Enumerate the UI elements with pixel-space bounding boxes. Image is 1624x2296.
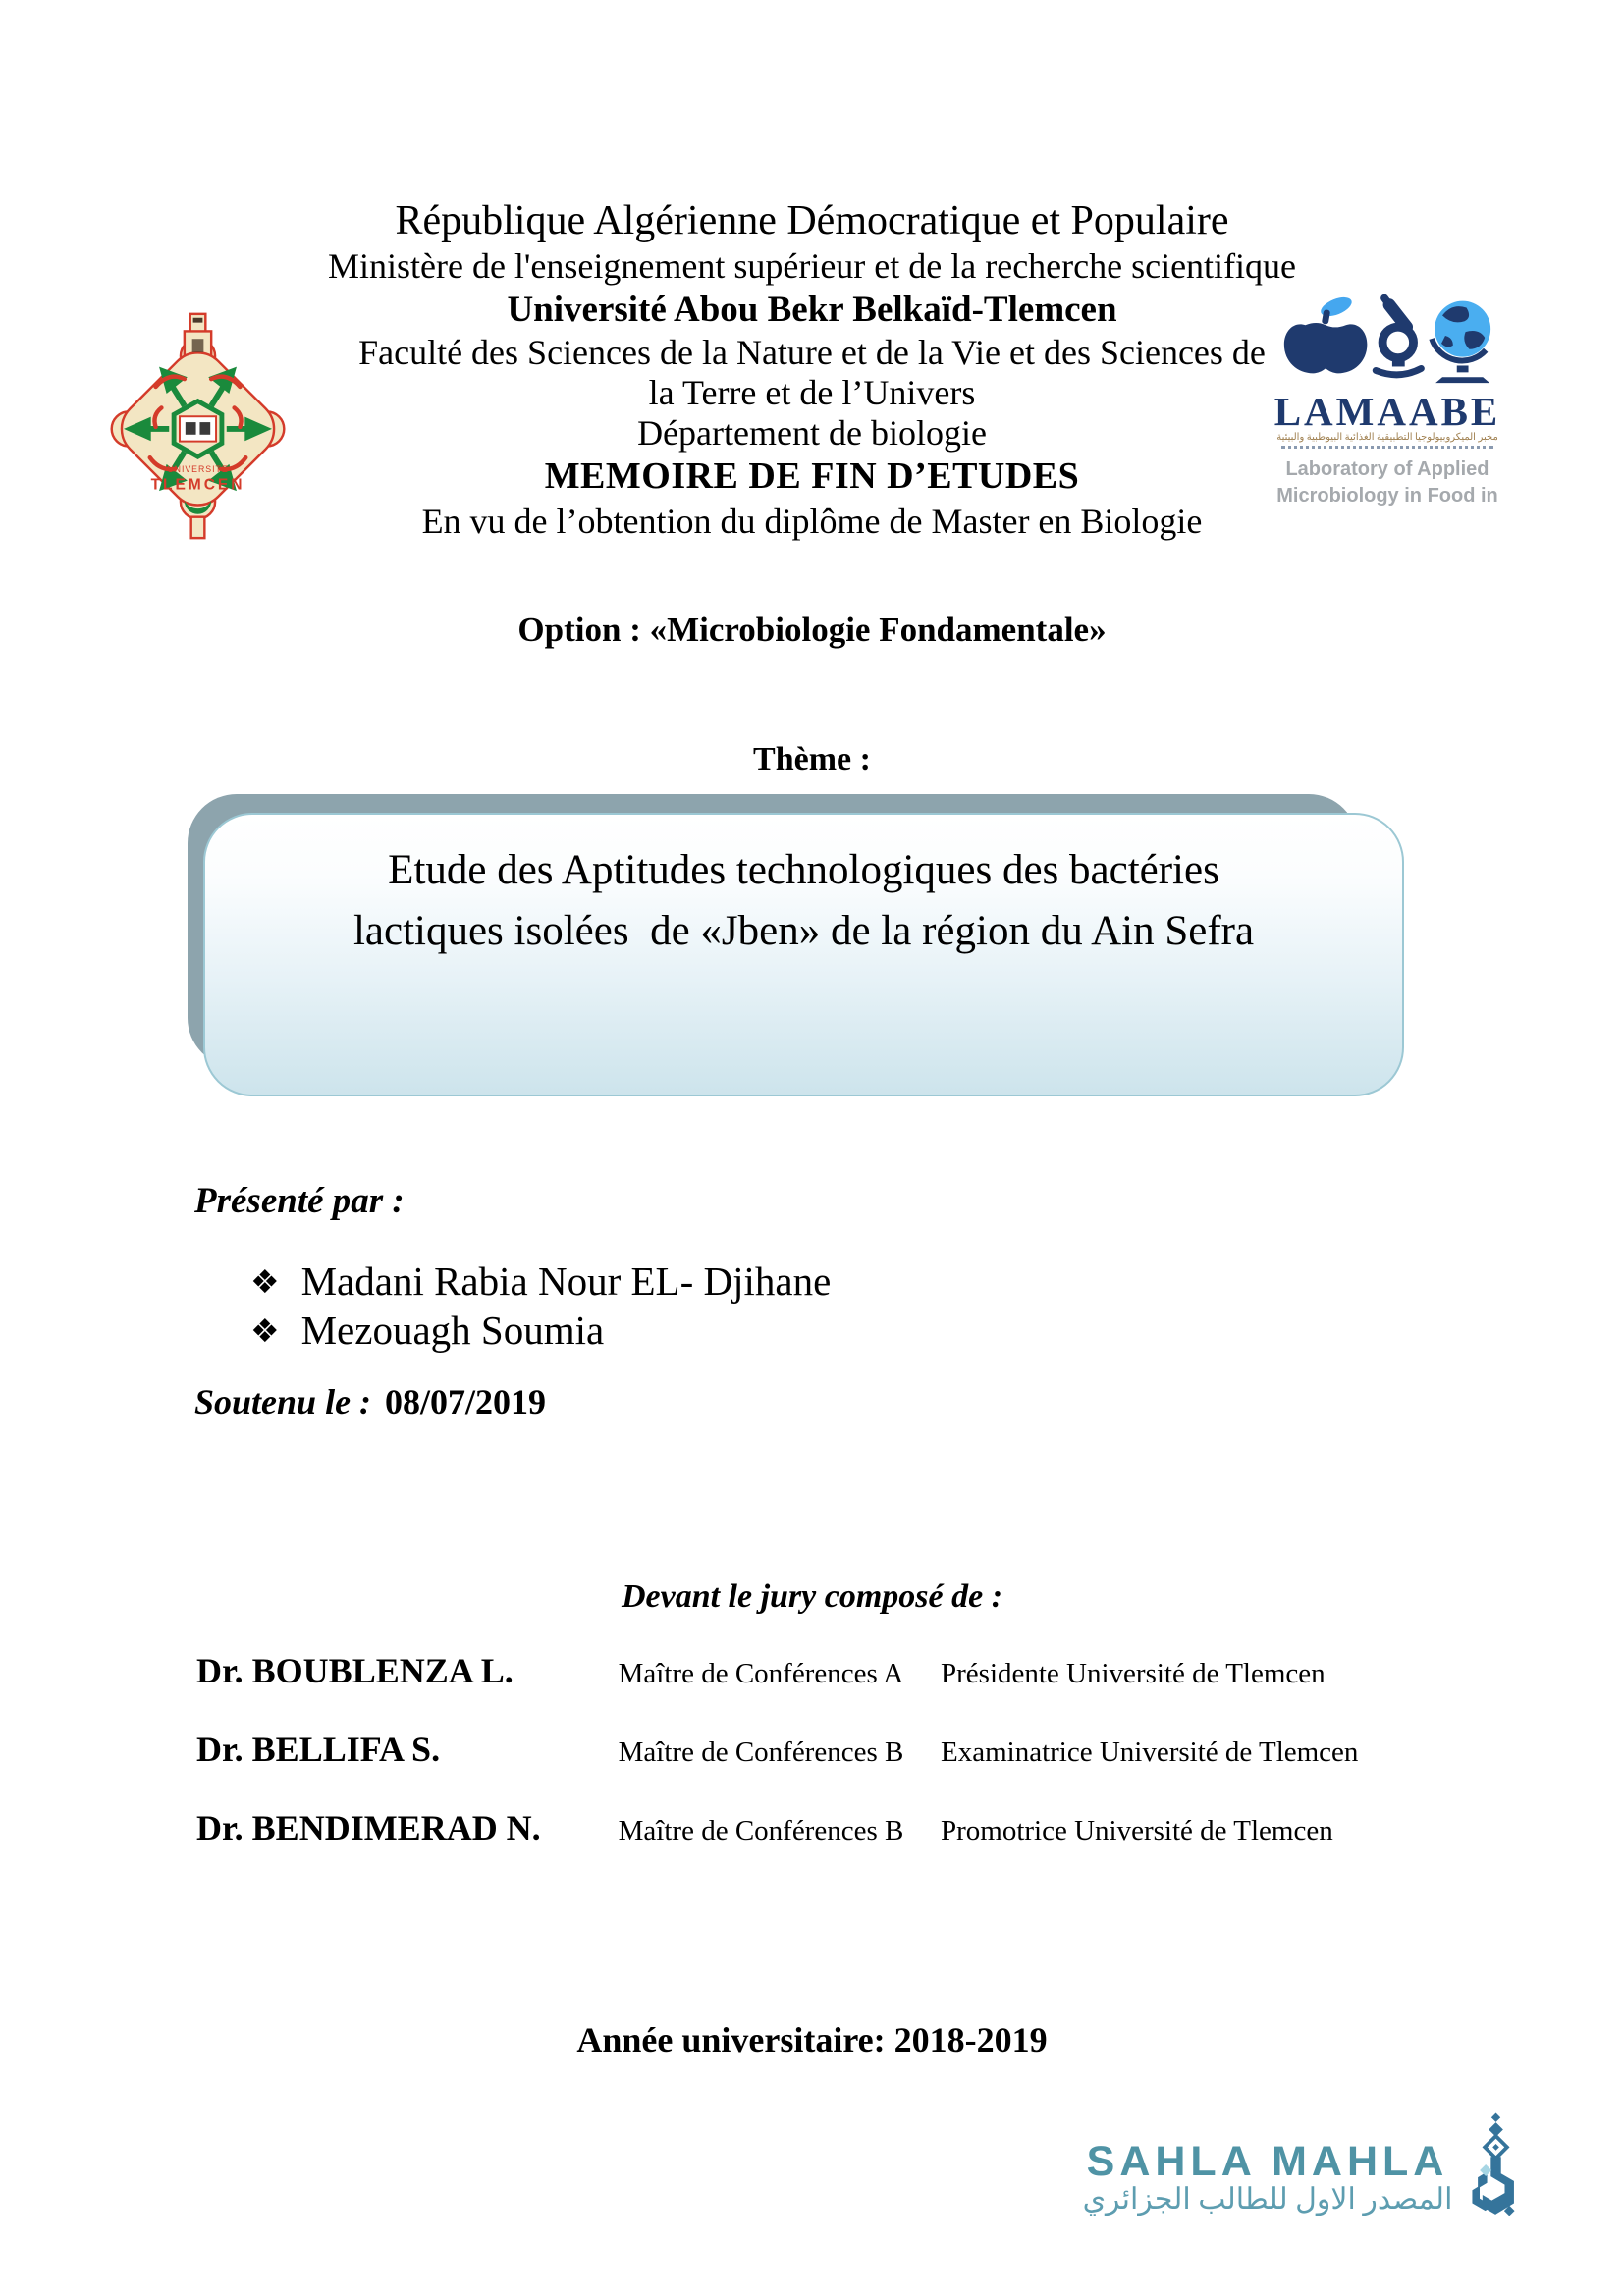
thesis-title-line-1: Etude des Aptitudes technologiques des bactéries (388, 847, 1219, 893)
option-line: Option : «Microbiologie Fondamentale» (517, 611, 1107, 649)
jury-member-role: Promotrice Université de Tlemcen (941, 1815, 1333, 1846)
jury-table (196, 1653, 1434, 1889)
memoire-line: MEMOIRE DE FIN D’ETUDES (544, 455, 1080, 497)
lamaabe-apple-microscope-globe-icon (1276, 288, 1498, 386)
lamaabe-divider (1281, 446, 1493, 449)
lamaabe-logo (1268, 288, 1507, 509)
diploma-line: En vu de l’obtention du diplôme de Master en Biologie (421, 502, 1203, 541)
university-seal-logo (100, 304, 297, 548)
lamaabe-caption-line-2: Microbiology in Food in (1276, 485, 1498, 507)
jury-member-role: Présidente Université de Tlemcen (941, 1658, 1326, 1689)
jury-row (196, 1810, 1434, 1848)
student-list (250, 1256, 831, 1355)
student-item (250, 1306, 831, 1355)
university-seal-icon (100, 304, 297, 548)
sahla-mahla-emblem-icon (1459, 2112, 1534, 2228)
theme-label: Thème : (753, 741, 871, 777)
thesis-title (203, 813, 1404, 1096)
university-line: Université Abou Bekr Belkaïd-Tlemcen (507, 290, 1117, 330)
jury-member-role: Examinatrice Université de Tlemcen (941, 1736, 1359, 1768)
lamaabe-caption-line-1: Laboratory of Applied (1285, 458, 1489, 480)
diamond-bullet-icon: ❖ (250, 1311, 280, 1350)
jury-row (196, 1653, 1434, 1691)
svg-text:TLEMCEN: TLEMCEN (150, 476, 245, 494)
defense-date-label: Soutenu le : (194, 1382, 372, 1421)
student-name: Mezouagh Soumia (300, 1308, 605, 1353)
jury-row (196, 1732, 1434, 1770)
sahla-mahla-text (1082, 2112, 1453, 2218)
sahla-mahla-logo (1082, 2112, 1534, 2228)
jury-member-name: Dr. BENDIMERAD N. (196, 1808, 541, 1847)
jury-member-grade: Maître de Conférences B (618, 1736, 904, 1768)
diamond-bullet-icon: ❖ (250, 1262, 280, 1301)
thesis-title-line-2: lactiques isolées de «Jben» de la région du Ain Sefra (352, 908, 1255, 954)
faculty-line-2: la Terre et de l’Univers (648, 373, 976, 412)
lamaabe-wordmark: LAMAABE (1273, 389, 1501, 434)
academic-year-line: Année universitaire: 2018-2019 (576, 2020, 1048, 2059)
defense-date-line (194, 1381, 546, 1422)
theme-box (203, 813, 1404, 1096)
defense-date-value: 08/07/2019 (385, 1382, 547, 1421)
jury-member-grade: Maître de Conférences A (618, 1658, 904, 1689)
sahla-mahla-brand: SAHLA MAHLA (1086, 2138, 1449, 2185)
department-line: Département de biologie (637, 413, 987, 453)
svg-text:UNIVERSITE: UNIVERSITE (167, 463, 229, 474)
student-item (250, 1256, 831, 1306)
jury-member-grade: Maître de Conférences B (618, 1815, 904, 1846)
sahla-mahla-arabic-tagline: المصدر الاول للطالب الجزائري (1082, 2183, 1453, 2216)
jury-member-name: Dr. BOUBLENZA L. (196, 1651, 514, 1690)
jury-heading: Devant le jury composé de : (621, 1578, 1003, 1615)
jury-member-name: Dr. BELLIFA S. (196, 1730, 441, 1769)
faculty-line-1: Faculté des Sciences de la Nature et de la Vie et des Sciences de (358, 333, 1266, 372)
presented-by-label: Présenté par : (194, 1181, 405, 1221)
ministry-line: Ministère de l'enseignement supérieur et de la recherche scientifique (327, 246, 1297, 286)
lamaabe-arabic-tagline: مخبر الميكروبيولوجيا التطبيقية الغذائية البيوطبية والبيئية (1276, 432, 1498, 443)
student-name: Madani Rabia Nour EL- Djihane (300, 1258, 832, 1304)
republic-line: République Algérienne Démocratique et Populaire (395, 198, 1229, 243)
